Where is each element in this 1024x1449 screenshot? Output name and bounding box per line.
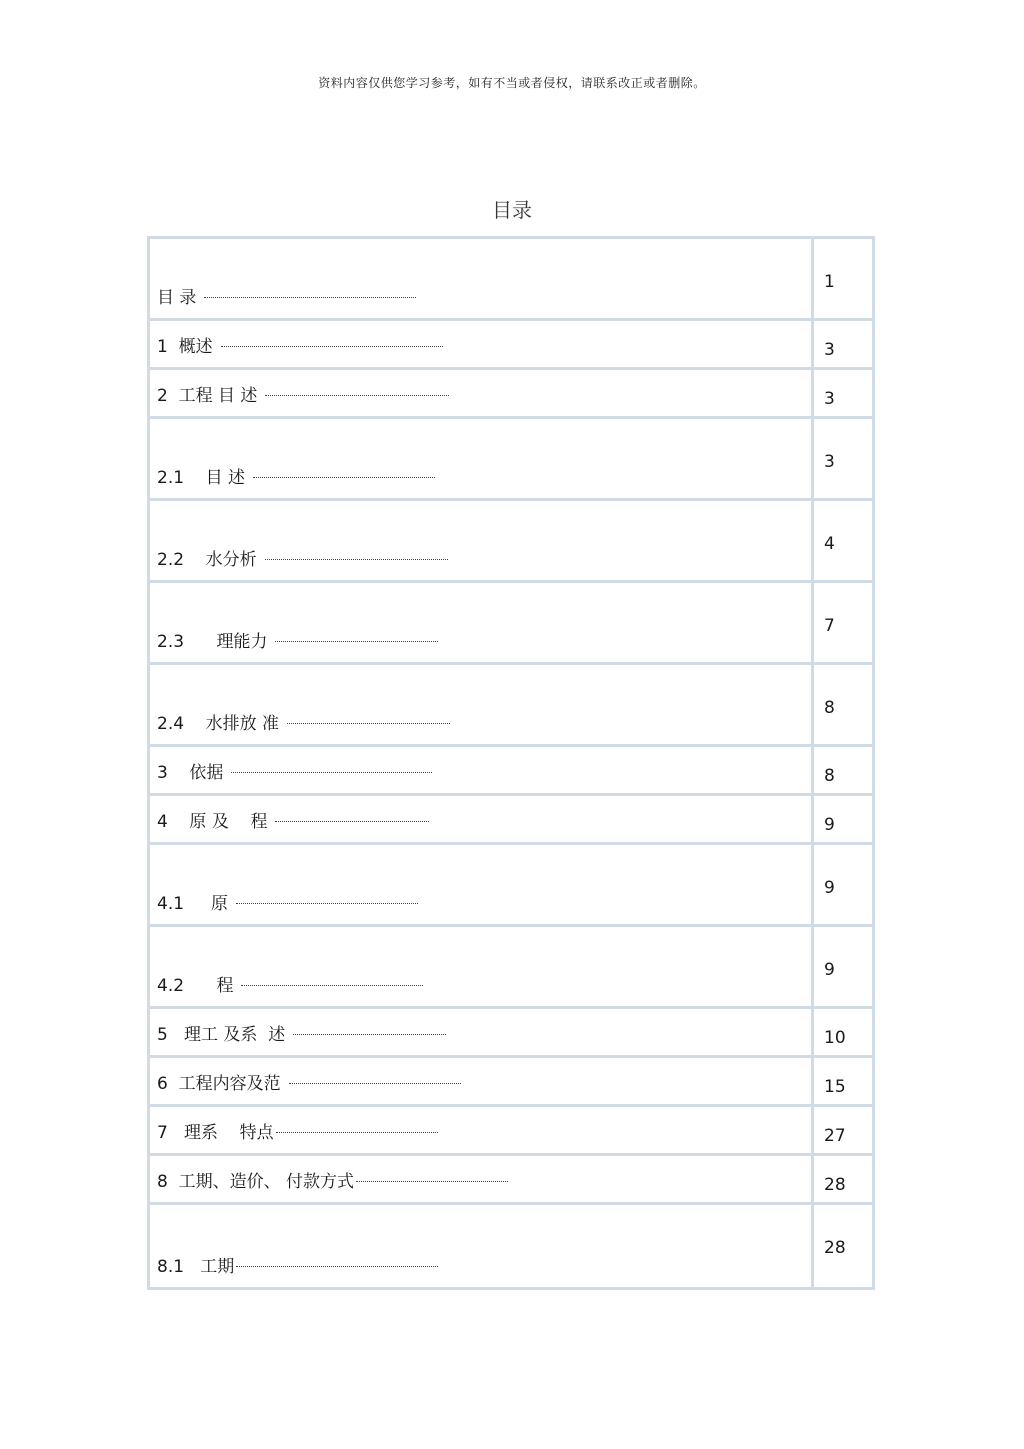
toc-row (150, 1107, 872, 1156)
toc-row (150, 665, 872, 747)
toc-row (150, 747, 872, 796)
toc-page-cell (814, 1107, 872, 1153)
toc-page-cell (814, 321, 872, 367)
toc-page-number: 27 (824, 1126, 846, 1146)
toc-entry-label[interactable]: 6 工程内容及范 (157, 1074, 281, 1094)
dot-leader (289, 1082, 461, 1084)
toc-row (150, 370, 872, 419)
toc-entry (150, 747, 814, 793)
toc-page-number: 28 (824, 1238, 846, 1258)
toc-page-cell (814, 370, 872, 416)
toc-entry-label[interactable]: 7 理系 特点 (157, 1123, 274, 1143)
dot-leader (293, 1033, 446, 1035)
toc-page-number: 3 (824, 452, 835, 472)
toc-page-number: 9 (824, 960, 835, 980)
toc-page-number: 9 (824, 815, 835, 835)
toc-page-number: 3 (824, 340, 835, 360)
toc-page-number: 9 (824, 878, 835, 898)
toc-entry (150, 1009, 814, 1055)
toc-row (150, 583, 872, 665)
dot-leader (265, 394, 449, 396)
toc-entry (150, 239, 814, 318)
toc-entry-label[interactable]: 2.1 目 述 (157, 468, 246, 488)
toc-entry (150, 1107, 814, 1153)
dot-leader (221, 345, 443, 347)
toc-page-cell (814, 239, 872, 318)
toc-entry-label[interactable]: 3 依据 (157, 763, 224, 783)
toc-entry (150, 321, 814, 367)
toc-page-number: 3 (824, 389, 835, 409)
toc-entry-label[interactable]: 4.1 原 (157, 894, 229, 914)
toc-page-cell (814, 583, 872, 662)
toc-row (150, 927, 872, 1009)
table-of-contents (147, 236, 875, 1290)
toc-entry (150, 583, 814, 662)
toc-entry (150, 927, 814, 1006)
toc-entry (150, 370, 814, 416)
page-title: 目录 (492, 198, 532, 222)
toc-page-cell (814, 845, 872, 924)
toc-row (150, 1058, 872, 1107)
dot-leader (204, 296, 416, 298)
toc-row (150, 239, 872, 321)
dot-leader (276, 1131, 438, 1133)
toc-page-number: 28 (824, 1175, 846, 1195)
dot-leader (356, 1180, 508, 1182)
toc-row (150, 845, 872, 927)
dot-leader (236, 902, 418, 904)
toc-row (150, 1156, 872, 1205)
toc-entry (150, 1156, 814, 1202)
dot-leader (287, 722, 450, 724)
toc-page-cell (814, 665, 872, 744)
toc-entry-label[interactable]: 目 录 (157, 288, 197, 308)
dot-leader (253, 476, 435, 478)
toc-page-cell (814, 927, 872, 1006)
toc-entry-label[interactable]: 2.3 理能力 (157, 632, 268, 652)
toc-entry (150, 1058, 814, 1104)
toc-page-cell (814, 796, 872, 842)
toc-page-number: 15 (824, 1077, 846, 1097)
dot-leader (236, 1265, 438, 1267)
dot-leader (275, 640, 438, 642)
toc-page-number: 10 (824, 1028, 846, 1048)
toc-row (150, 419, 872, 501)
toc-page-cell (814, 1009, 872, 1055)
toc-entry-label[interactable]: 8.1 工期 (157, 1257, 235, 1277)
toc-page-cell (814, 1058, 872, 1104)
toc-entry-label[interactable]: 2.2 水分析 (157, 550, 257, 570)
toc-page-cell (814, 1205, 872, 1287)
toc-entry-label[interactable]: 1 概述 (157, 337, 213, 357)
toc-entry (150, 845, 814, 924)
toc-page-cell (814, 1156, 872, 1202)
toc-page-number: 7 (824, 616, 835, 636)
toc-page-cell (814, 419, 872, 498)
toc-row (150, 1009, 872, 1058)
toc-page-cell (814, 501, 872, 580)
toc-page-number: 1 (824, 272, 835, 292)
toc-entry (150, 796, 814, 842)
toc-row (150, 501, 872, 583)
toc-page-number: 4 (824, 534, 835, 554)
dot-leader (231, 771, 432, 773)
dot-leader (275, 820, 429, 822)
toc-page-number: 8 (824, 766, 835, 786)
toc-row (150, 1205, 872, 1287)
copyright-notice: 资料内容仅供您学习参考，如有不当或者侵权，请联系改正或者删除。 (318, 76, 706, 90)
toc-entry-label[interactable]: 8 工期、造价、 付款方式 (157, 1172, 355, 1192)
toc-entry-label[interactable]: 4 原 及 程 (157, 812, 268, 832)
toc-row (150, 796, 872, 845)
dot-leader (241, 984, 423, 986)
toc-entry-label[interactable]: 2 工程 目 述 (157, 386, 258, 406)
toc-entry-label[interactable]: 4.2 程 (157, 976, 234, 996)
dot-leader (265, 558, 448, 560)
toc-entry-label[interactable]: 2.4 水排放 准 (157, 714, 280, 734)
toc-entry (150, 665, 814, 744)
toc-page-number: 8 (824, 698, 835, 718)
toc-entry (150, 1205, 814, 1287)
toc-entry (150, 501, 814, 580)
toc-page-cell (814, 747, 872, 793)
toc-row (150, 321, 872, 370)
toc-entry-label[interactable]: 5 理工 及系 述 (157, 1025, 286, 1045)
toc-entry (150, 419, 814, 498)
